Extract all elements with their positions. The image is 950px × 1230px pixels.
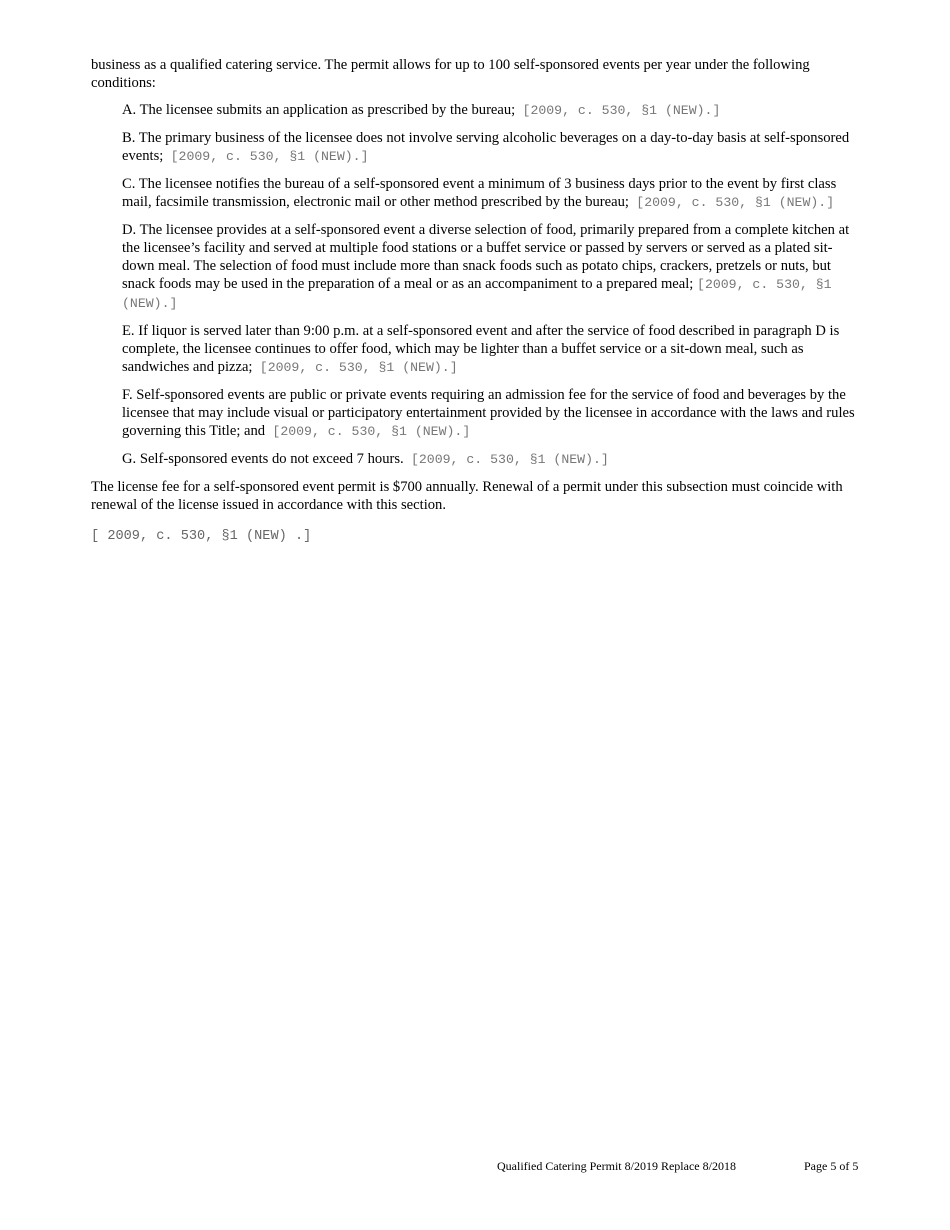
- closing-paragraph: The license fee for a self-sponsored event permit is $700 annually. Renewal of a permit under this subsection must coincide with renewal of the license issued in accordance with this section.: [91, 479, 843, 513]
- citation: [2009, c. 530, §1 (NEW).]: [122, 277, 832, 311]
- citation: [2009, c. 530, §1 (NEW).]: [410, 452, 609, 467]
- citation: [2009, c. 530, §1 (NEW).]: [522, 103, 721, 118]
- condition-a: [122, 101, 859, 120]
- condition-f: [122, 386, 859, 441]
- citation: [2009, c. 530, §1 (NEW).]: [170, 149, 369, 164]
- intro-paragraph: business as a qualified catering service. The permit allows for up to 100 self-sponsored events per year under the following conditions:: [91, 57, 810, 91]
- footer-doc-title: Qualified Catering Permit 8/2019 Replace 8/2018: [497, 1159, 736, 1173]
- condition-text: G. Self-sponsored events do not exceed 7 hours.: [122, 451, 404, 467]
- condition-b: [122, 129, 859, 166]
- condition-e: [122, 322, 859, 377]
- footer-page-number: Page 5 of 5: [804, 1159, 859, 1173]
- document-body: [91, 56, 859, 546]
- citation: [2009, c. 530, §1 (NEW).]: [272, 424, 471, 439]
- condition-c: [122, 175, 859, 212]
- citation: [2009, c. 530, §1 (NEW).]: [636, 195, 835, 210]
- condition-g: [122, 450, 859, 469]
- condition-d: [122, 221, 859, 313]
- condition-text: D. The licensee provides at a self-sponsored event a diverse selection of food, primarily prepared from a complete kitchen at the licensee’s facility and served at multiple food stations or a buffet service or passed by servers or served as a plated sit-down meal. The selection of food must include more than snack foods such as potato chips, crackers, pretzels or nuts, but snack foods may be used in the preparation of a meal or as an accompaniment to a prepared meal;: [122, 222, 850, 292]
- final-citation: [ 2009, c. 530, §1 (NEW) .]: [91, 529, 312, 544]
- condition-text: E. If liquor is served later than 9:00 p.m. at a self-sponsored event and after the service of food described in paragraph D is complete, the licensee continues to offer food, which may be lighter than a buffet service or a sit-down meal, such as sandwiches and pizza;: [122, 323, 840, 375]
- page-footer: [497, 1159, 859, 1174]
- citation: [2009, c. 530, §1 (NEW).]: [259, 360, 458, 375]
- condition-text: B. The primary business of the licensee does not involve serving alcoholic beverages on a day-to-day basis at self-sponsored events;: [122, 130, 850, 164]
- condition-text: A. The licensee submits an application as prescribed by the bureau;: [122, 102, 516, 118]
- condition-text: F. Self-sponsored events are public or private events requiring an admission fee for the service of food and beverages by the licensee that may include visual or participatory entertainment provided by the licensee in accordance with the laws and rules governing this Title; and: [122, 387, 855, 439]
- condition-text: C. The licensee notifies the bureau of a self-sponsored event a minimum of 3 business days prior to the event by first class mail, facsimile transmission, electronic mail or other method prescribed by the bureau;: [122, 176, 837, 210]
